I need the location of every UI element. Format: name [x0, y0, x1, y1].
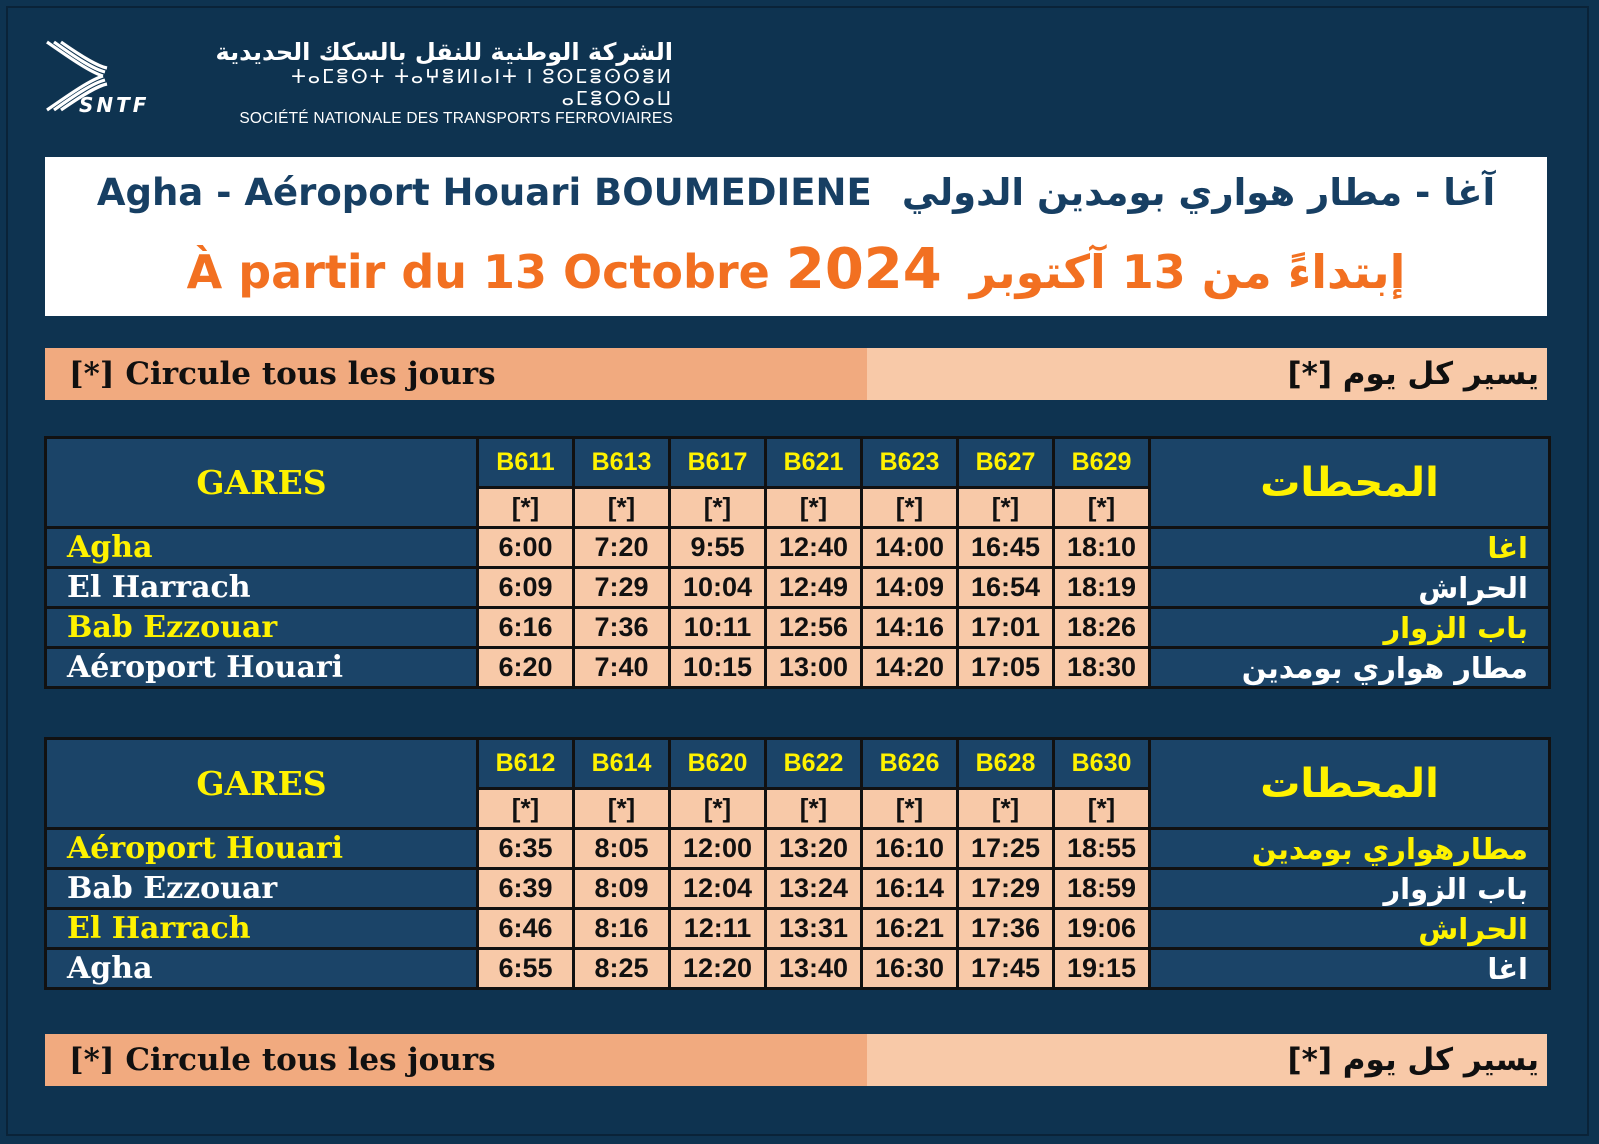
departure-time: 12:49 [766, 568, 862, 608]
station-name-ar: مطارهواري بومدين [1150, 829, 1550, 869]
station-name-fr: El Harrach [46, 909, 478, 949]
daily-mark: [*] [478, 488, 574, 528]
departure-time: 12:40 [766, 528, 862, 568]
departure-time: 19:06 [1054, 909, 1150, 949]
departure-time: 6:09 [478, 568, 574, 608]
departure-time: 7:40 [574, 648, 670, 688]
departure-time: 6:00 [478, 528, 574, 568]
station-row [46, 648, 1550, 688]
station-name-fr: Aéroport Houari [46, 829, 478, 869]
stations-header-ar: المحطات [1150, 739, 1550, 829]
departure-time: 12:00 [670, 829, 766, 869]
company-name-block [203, 38, 673, 128]
timetable-inbound [44, 737, 1551, 990]
departure-time: 12:11 [670, 909, 766, 949]
departure-time: 8:25 [574, 949, 670, 989]
train-number: B622 [766, 739, 862, 789]
departure-time: 10:11 [670, 608, 766, 648]
departure-time: 8:09 [574, 869, 670, 909]
company-name-arabic: الشركة الوطنية للنقل بالسكك الحديدية [215, 38, 673, 66]
station-name-fr: El Harrach [46, 568, 478, 608]
train-number: B612 [478, 739, 574, 789]
departure-time: 16:54 [958, 568, 1054, 608]
train-number: B613 [574, 438, 670, 488]
train-number: B626 [862, 739, 958, 789]
departure-time: 19:15 [1054, 949, 1150, 989]
station-name-fr: Bab Ezzouar [46, 869, 478, 909]
departure-time: 7:29 [574, 568, 670, 608]
route-title [45, 171, 1547, 214]
train-number: B623 [862, 438, 958, 488]
train-number: B617 [670, 438, 766, 488]
departure-time: 7:20 [574, 528, 670, 568]
train-number: B628 [958, 739, 1054, 789]
daily-mark: [*] [478, 789, 574, 829]
timetable-inbound-body [46, 829, 1550, 989]
station-name-fr: Agha [46, 949, 478, 989]
departure-time: 17:05 [958, 648, 1054, 688]
station-name-ar: اغا [1150, 528, 1550, 568]
departure-time: 9:55 [670, 528, 766, 568]
gares-header: GARES [46, 438, 478, 528]
departure-time: 6:16 [478, 608, 574, 648]
station-row [46, 528, 1550, 568]
departure-time: 10:15 [670, 648, 766, 688]
departure-time: 6:55 [478, 949, 574, 989]
departure-time: 17:25 [958, 829, 1054, 869]
train-number: B614 [574, 739, 670, 789]
departure-time: 13:20 [766, 829, 862, 869]
title-box [45, 157, 1547, 316]
departure-time: 18:19 [1054, 568, 1150, 608]
station-row [46, 608, 1550, 648]
note-fr: [*] Circule tous les jours [69, 1042, 496, 1078]
station-row [46, 568, 1550, 608]
departure-time: 17:29 [958, 869, 1054, 909]
daily-mark: [*] [670, 789, 766, 829]
departure-time: 14:00 [862, 528, 958, 568]
station-name-ar: الحراش [1150, 568, 1550, 608]
daily-mark: [*] [670, 488, 766, 528]
departure-time: 13:24 [766, 869, 862, 909]
sntf-emblem-icon [45, 38, 185, 114]
sntf-logo [45, 38, 685, 127]
station-name-fr: Agha [46, 528, 478, 568]
departure-time: 18:26 [1054, 608, 1150, 648]
station-name-ar: باب الزوار [1150, 608, 1550, 648]
departure-time: 13:31 [766, 909, 862, 949]
departure-time: 13:40 [766, 949, 862, 989]
station-row [46, 869, 1550, 909]
departure-time: 6:20 [478, 648, 574, 688]
route-title-ar: آغا - مطار هواري بومدين الدولي [901, 171, 1496, 214]
departure-time: 16:45 [958, 528, 1054, 568]
note-ar: يسير كل يوم [*] [1287, 356, 1539, 392]
train-number: B630 [1054, 739, 1150, 789]
station-name-fr: Bab Ezzouar [46, 608, 478, 648]
note-ar: يسير كل يوم [*] [1287, 1042, 1539, 1078]
station-name-ar: باب الزوار [1150, 869, 1550, 909]
validity-date [45, 237, 1547, 302]
departure-time: 12:04 [670, 869, 766, 909]
note-bar-bottom [45, 1034, 1547, 1086]
departure-time: 13:00 [766, 648, 862, 688]
company-name-french: SOCIÉTÉ NATIONALE DES TRANSPORTS FERROVIAIRES [239, 110, 673, 127]
daily-mark: [*] [766, 488, 862, 528]
timetable-outbound [44, 436, 1551, 689]
departure-time: 7:36 [574, 608, 670, 648]
departure-time: 16:14 [862, 869, 958, 909]
note-fr: [*] Circule tous les jours [69, 356, 496, 392]
station-row [46, 949, 1550, 989]
departure-time: 8:05 [574, 829, 670, 869]
gares-header: GARES [46, 739, 478, 829]
train-number: B627 [958, 438, 1054, 488]
validity-year: 2024 [785, 237, 942, 302]
departure-time: 18:59 [1054, 869, 1150, 909]
daily-mark: [*] [574, 488, 670, 528]
departure-time: 18:10 [1054, 528, 1150, 568]
departure-time: 17:01 [958, 608, 1054, 648]
timetable-outbound-body [46, 528, 1550, 688]
train-number: B621 [766, 438, 862, 488]
departure-time: 14:20 [862, 648, 958, 688]
daily-mark: [*] [862, 789, 958, 829]
validity-date-ar: إبتداءً من 13 آكتوبر [969, 245, 1406, 299]
route-title-fr: Agha - Aéroport Houari BOUMEDIENE [96, 171, 872, 214]
departure-time: 18:30 [1054, 648, 1150, 688]
station-row [46, 909, 1550, 949]
departure-time: 16:30 [862, 949, 958, 989]
daily-mark: [*] [766, 789, 862, 829]
station-name-fr: Aéroport Houari [46, 648, 478, 688]
stations-header-ar: المحطات [1150, 438, 1550, 528]
train-number: B620 [670, 739, 766, 789]
departure-time: 12:56 [766, 608, 862, 648]
daily-mark: [*] [958, 488, 1054, 528]
station-row [46, 829, 1550, 869]
departure-time: 14:09 [862, 568, 958, 608]
daily-mark: [*] [862, 488, 958, 528]
station-name-ar: اغا [1150, 949, 1550, 989]
sntf-wordmark: SNTF [79, 93, 150, 114]
train-number: B629 [1054, 438, 1150, 488]
departure-time: 12:20 [670, 949, 766, 989]
departure-time: 10:04 [670, 568, 766, 608]
daily-mark: [*] [958, 789, 1054, 829]
departure-time: 14:16 [862, 608, 958, 648]
station-name-ar: الحراش [1150, 909, 1550, 949]
daily-mark: [*] [1054, 488, 1150, 528]
departure-time: 6:46 [478, 909, 574, 949]
train-number: B611 [478, 438, 574, 488]
departure-time: 18:55 [1054, 829, 1150, 869]
note-bar-top [45, 348, 1547, 400]
station-name-ar: مطار هواري بومدين [1150, 648, 1550, 688]
daily-mark: [*] [574, 789, 670, 829]
departure-time: 17:45 [958, 949, 1054, 989]
validity-date-fr: À partir du 13 Octobre [186, 245, 770, 299]
daily-mark: [*] [1054, 789, 1150, 829]
departure-time: 6:39 [478, 869, 574, 909]
departure-time: 8:16 [574, 909, 670, 949]
departure-time: 17:36 [958, 909, 1054, 949]
departure-time: 16:10 [862, 829, 958, 869]
departure-time: 16:21 [862, 909, 958, 949]
departure-time: 6:35 [478, 829, 574, 869]
company-name-tifinagh: ⵜⴰⵎⴻⵙⵜ ⵜⴰⵖⴻⵍⵏⴰⵏⵜ ⵏ ⵓⵙⵎⴻⵙⵙⴻⵍ ⴰⵎⴻⵔⵙⴰⵡ [291, 66, 673, 110]
